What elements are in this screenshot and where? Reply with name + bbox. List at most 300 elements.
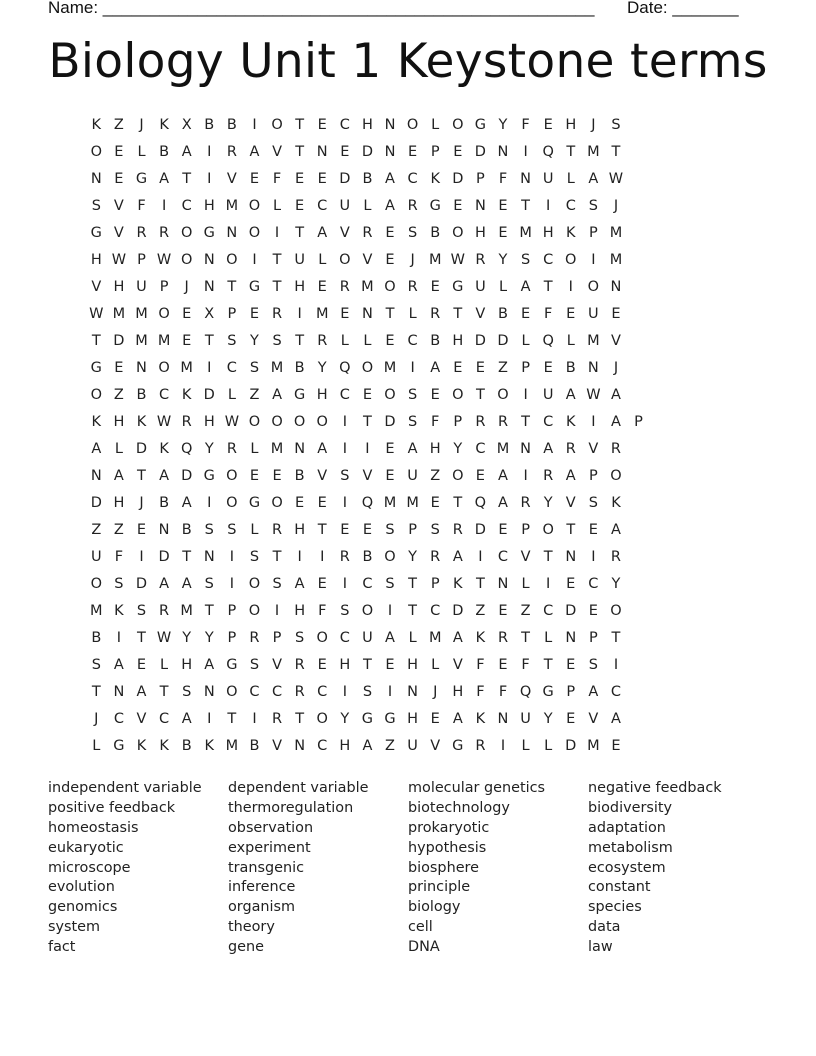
grid-letter: D (565, 603, 577, 619)
grid-letter: T (91, 684, 101, 700)
grid-letter: H (113, 279, 125, 295)
grid-letter: C (543, 603, 554, 619)
grid-row (85, 114, 650, 141)
grid-letter: G (226, 657, 238, 673)
grid-letter: R (226, 441, 237, 457)
grid-row (85, 168, 650, 195)
grid-letter: C (317, 684, 328, 700)
grid-letter: E (385, 468, 395, 484)
grid-letter: U (294, 252, 305, 268)
grid-letter: M (428, 252, 442, 268)
grid-letter: V (452, 657, 463, 673)
grid-letter: N (497, 711, 509, 727)
grid-letter: G (429, 198, 441, 214)
grid-letter: L (498, 279, 508, 295)
grid-letter: O (316, 630, 328, 646)
grid-letter: N (203, 684, 215, 700)
grid-letter: Z (498, 360, 508, 376)
word-list-item: thermoregulation (228, 799, 354, 816)
grid-letter: B (294, 360, 305, 376)
grid-letter: O (180, 252, 193, 268)
grid-letter: E (498, 225, 508, 241)
grid-letter: N (565, 630, 577, 646)
grid-letter: I (320, 549, 325, 565)
grid-letter: N (113, 684, 125, 700)
grid-letter: S (249, 360, 260, 376)
grid-letter: H (361, 117, 373, 133)
grid-letter: D (452, 603, 464, 619)
grid-letter: F (521, 657, 530, 673)
grid-letter: A (610, 522, 621, 538)
grid-letter: L (521, 576, 530, 592)
grid-letter: T (385, 306, 395, 322)
grid-letter: L (408, 306, 417, 322)
word-list-item: biotechnology (408, 799, 510, 816)
grid-letter: I (297, 306, 302, 322)
grid-letter: E (430, 387, 440, 403)
grid-letter: L (227, 387, 236, 403)
grid-letter: E (272, 468, 282, 484)
grid-letter: C (339, 117, 350, 133)
grid-letter: Z (249, 387, 260, 403)
grid-letter: R (294, 684, 305, 700)
grid-letter: E (498, 657, 508, 673)
grid-letter: M (587, 738, 600, 754)
grid-letter: E (385, 657, 395, 673)
word-list-item: observation (228, 819, 314, 836)
grid-letter: C (181, 198, 192, 214)
grid-letter: L (431, 117, 440, 133)
grid-letter: N (407, 684, 419, 700)
grid-letter: N (384, 144, 396, 160)
grid-letter: M (90, 603, 103, 619)
grid-letter: P (634, 414, 643, 430)
grid-letter: E (340, 522, 350, 538)
grid-row (85, 708, 650, 735)
grid-letter: M (270, 441, 284, 457)
grid-letter: T (137, 468, 146, 484)
grid-letter: R (543, 468, 554, 484)
grid-letter: R (272, 711, 283, 727)
grid-letter: A (565, 387, 576, 403)
grid-letter: N (497, 576, 509, 592)
grid-row (85, 465, 650, 492)
grid-letter: H (90, 252, 102, 268)
grid-letter: E (385, 252, 395, 268)
grid-letter: I (546, 576, 551, 592)
grid-letter: E (453, 360, 463, 376)
grid-letter: F (272, 171, 282, 187)
grid-letter: L (566, 333, 575, 349)
grid-letter: Y (182, 630, 192, 646)
grid-letter: G (135, 171, 148, 187)
grid-letter: K (475, 630, 486, 646)
grid-letter: B (181, 738, 192, 754)
grid-letter: I (568, 279, 573, 295)
grid-letter: H (294, 522, 306, 538)
grid-letter: U (475, 279, 486, 295)
grid-letter: W (586, 387, 601, 403)
grid-letter: S (272, 576, 282, 592)
grid-letter: Z (113, 522, 124, 538)
grid-letter: J (139, 117, 144, 133)
grid-letter: T (543, 657, 553, 673)
grid-letter: A (452, 549, 463, 565)
grid-letter: O (248, 225, 261, 241)
grid-letter: H (316, 387, 328, 403)
grid-letter: E (249, 171, 260, 187)
grid-letter: E (475, 468, 485, 484)
grid-letter: E (362, 387, 372, 403)
word-list-item: species (588, 899, 642, 916)
grid-letter: I (116, 630, 122, 646)
grid-letter: R (294, 657, 305, 673)
grid-letter: E (317, 657, 327, 673)
grid-letter: D (474, 144, 486, 160)
grid-letter: J (613, 198, 619, 214)
grid-letter: V (113, 198, 124, 214)
grid-letter: G (384, 711, 396, 727)
grid-letter: L (363, 198, 372, 214)
grid-letter: L (340, 333, 349, 349)
grid-letter: M (609, 252, 623, 268)
grid-letter: O (452, 117, 464, 133)
grid-letter: N (136, 360, 147, 376)
grid-letter: R (136, 225, 147, 241)
grid-letter: K (475, 711, 486, 727)
grid-letter: H (452, 684, 464, 700)
grid-letter: C (430, 603, 441, 619)
grid-letter: P (159, 279, 169, 295)
grid-letter: E (408, 144, 418, 160)
grid-letter: M (383, 495, 397, 511)
grid-letter: I (207, 711, 212, 727)
grid-letter: G (203, 225, 215, 241)
grid-letter: T (408, 576, 418, 592)
grid-letter: O (316, 711, 328, 727)
grid-letter: M (496, 441, 510, 457)
grid-letter: A (407, 441, 418, 457)
grid-letter: W (156, 252, 172, 268)
grid-letter: O (339, 252, 351, 268)
grid-letter: O (271, 414, 283, 430)
grid-row (85, 141, 650, 168)
grid-letter: K (136, 414, 147, 430)
grid-letter: I (252, 711, 257, 727)
grid-letter: A (272, 387, 282, 403)
grid-letter: V (272, 738, 282, 754)
grid-letter: D (384, 414, 396, 430)
grid-letter: Z (113, 117, 124, 133)
grid-letter: K (566, 414, 576, 430)
grid-letter: J (433, 684, 438, 700)
page-title: Biology Unit 1 Keystone terms (48, 34, 768, 89)
grid-letter: G (248, 495, 261, 511)
grid-letter: U (588, 306, 599, 322)
grid-letter: H (339, 657, 351, 673)
word-list-item: inference (228, 879, 296, 896)
grid-letter: L (318, 252, 327, 268)
grid-letter: V (430, 738, 441, 754)
grid-letter: D (361, 144, 373, 160)
word-list-item: principle (408, 879, 471, 896)
grid-letter: V (362, 468, 373, 484)
grid-letter: I (342, 414, 347, 430)
grid-letter: P (521, 360, 530, 376)
grid-letter: H (113, 414, 125, 430)
grid-letter: C (339, 630, 350, 646)
grid-letter: T (408, 603, 418, 619)
grid-letter: Z (91, 522, 102, 538)
grid-letter: C (271, 684, 283, 700)
grid-letter: G (203, 468, 215, 484)
grid-letter: E (543, 117, 553, 133)
grid-letter: V (272, 657, 282, 673)
grid-letter: N (158, 522, 170, 538)
grid-letter: I (342, 495, 347, 511)
grid-letter: E (295, 495, 305, 511)
grid-letter: E (566, 711, 576, 727)
grid-letter: K (91, 117, 102, 133)
grid-letter: O (497, 387, 509, 403)
grid-letter: I (207, 144, 212, 160)
grid-letter: E (340, 144, 350, 160)
grid-letter: R (226, 144, 237, 160)
grid-letter: Q (542, 144, 554, 160)
grid-letter: L (250, 441, 259, 457)
grid-letter: T (204, 603, 214, 619)
grid-letter: R (497, 630, 509, 646)
grid-letter: Y (408, 549, 418, 565)
grid-letter: H (407, 657, 419, 673)
grid-letter: T (521, 198, 530, 214)
grid-letter: C (362, 576, 373, 592)
grid-letter: A (317, 225, 328, 241)
grid-letter: U (90, 549, 102, 565)
grid-letter: S (362, 684, 373, 700)
grid-letter: O (384, 549, 396, 565)
grid-letter: C (565, 198, 576, 214)
grid-letter: P (521, 522, 530, 538)
grid-letter: U (362, 630, 373, 646)
grid-letter: J (94, 711, 99, 727)
word-list-item: experiment (228, 839, 311, 856)
grid-letter: M (112, 306, 126, 322)
grid-letter: R (317, 333, 328, 349)
grid-letter: X (181, 117, 192, 133)
grid-letter: I (274, 603, 280, 619)
grid-letter: G (542, 684, 554, 700)
grid-letter: F (498, 684, 508, 700)
grid-letter: Y (498, 252, 508, 268)
grid-letter: A (113, 468, 124, 484)
grid-letter: E (340, 306, 350, 322)
grid-letter: O (452, 468, 464, 484)
grid-letter: G (452, 279, 464, 295)
grid-letter: A (362, 738, 373, 754)
grid-letter: O (361, 603, 374, 619)
grid-letter: O (361, 360, 374, 376)
grid-letter: G (452, 738, 464, 754)
grid-letter: T (295, 711, 305, 727)
grid-letter: K (136, 738, 147, 754)
grid-letter: M (225, 198, 239, 214)
grid-letter: I (591, 549, 596, 565)
grid-letter: C (317, 198, 328, 214)
grid-letter: T (204, 333, 214, 349)
grid-letter: A (159, 468, 170, 484)
grid-letter: O (248, 414, 261, 430)
grid-letter: I (229, 549, 234, 565)
grid-letter: D (113, 333, 125, 349)
word-list-item: constant (588, 879, 651, 896)
word-list-item: evolution (48, 879, 115, 896)
word-list-item: dependent variable (228, 780, 369, 796)
grid-letter: T (295, 144, 305, 160)
grid-letter: Y (543, 495, 553, 511)
grid-letter: A (610, 414, 621, 430)
grid-letter: P (453, 414, 463, 430)
grid-letter: W (89, 306, 104, 322)
grid-letter: N (587, 360, 599, 376)
grid-letter: C (543, 252, 554, 268)
grid-letter: L (137, 144, 146, 160)
grid-letter: I (274, 225, 280, 241)
grid-letter: M (180, 603, 193, 619)
grid-letter: G (90, 225, 102, 241)
grid-letter: Q (361, 495, 374, 511)
grid-letter: G (361, 711, 374, 727)
grid-letter: S (340, 468, 350, 484)
grid-letter: V (317, 468, 328, 484)
grid-letter: S (588, 657, 598, 673)
grid-letter: A (249, 144, 260, 160)
grid-letter: E (566, 576, 576, 592)
grid-letter: E (317, 495, 327, 511)
grid-letter: D (135, 441, 148, 457)
grid-letter: V (588, 441, 599, 457)
grid-letter: V (475, 306, 486, 322)
word-list-item: biology (408, 899, 461, 916)
grid-letter: G (474, 117, 487, 133)
word-list-item: eukaryotic (48, 839, 124, 856)
word-list-item: ecosystem (588, 859, 666, 876)
grid-letter: R (475, 738, 486, 754)
grid-letter: C (475, 441, 486, 457)
grid-letter: R (430, 306, 441, 322)
grid-letter: O (565, 252, 577, 268)
grid-letter: E (136, 657, 147, 673)
grid-letter: R (610, 549, 621, 565)
grid-letter: A (385, 630, 395, 646)
grid-letter: I (410, 360, 415, 376)
grid-letter: A (385, 198, 395, 214)
grid-letter: E (498, 603, 508, 619)
word-list-item: homeostasis (48, 819, 139, 836)
grid-letter: W (156, 630, 172, 646)
grid-letter: A (317, 441, 328, 457)
grid-letter: A (610, 711, 621, 727)
grid-letter: Q (339, 360, 351, 376)
grid-letter: S (588, 495, 598, 511)
grid-letter: R (159, 603, 170, 619)
grid-letter: Y (317, 360, 327, 376)
grid-letter: I (591, 252, 596, 268)
grid-letter: X (204, 306, 215, 322)
grid-letter: E (385, 333, 395, 349)
grid-letter: I (207, 171, 212, 187)
word-list-item: system (48, 919, 101, 936)
grid-letter: B (498, 306, 508, 322)
grid-letter: A (113, 657, 124, 673)
grid-letter: I (342, 441, 347, 457)
grid-row (85, 519, 650, 546)
grid-letter: D (497, 333, 509, 349)
grid-letter: T (521, 414, 530, 430)
grid-letter: P (137, 252, 146, 268)
grid-letter: J (410, 252, 415, 268)
grid-letter: P (588, 468, 598, 484)
grid-letter: L (363, 333, 372, 349)
grid-row (85, 627, 650, 654)
grid-letter: E (385, 441, 395, 457)
grid-letter: T (317, 522, 327, 538)
grid-letter: T (362, 414, 372, 430)
grid-row (85, 438, 650, 465)
grid-letter: O (610, 603, 622, 619)
grid-letter: M (270, 360, 284, 376)
grid-letter: M (428, 630, 442, 646)
grid-letter: E (453, 198, 463, 214)
grid-letter: L (250, 522, 259, 538)
grid-letter: O (271, 495, 283, 511)
grid-letter: C (543, 414, 554, 430)
grid-letter: O (158, 360, 170, 376)
grid-letter: W (224, 414, 240, 430)
grid-letter: L (431, 657, 440, 673)
grid-letter: T (182, 171, 192, 187)
grid-letter: O (587, 279, 600, 295)
grid-letter: O (384, 279, 396, 295)
worksheet-header (48, 0, 748, 20)
grid-letter: E (611, 738, 621, 754)
grid-letter: R (430, 549, 441, 565)
grid-letter: N (294, 441, 306, 457)
grid-letter: R (497, 414, 509, 430)
grid-letter: E (182, 306, 192, 322)
grid-letter: I (161, 198, 167, 214)
grid-letter: K (566, 225, 576, 241)
grid-row (85, 411, 650, 438)
grid-letter: E (114, 144, 124, 160)
grid-letter: H (294, 603, 306, 619)
grid-letter: A (204, 657, 215, 673)
grid-letter: M (587, 333, 600, 349)
grid-letter: M (225, 738, 239, 754)
grid-letter: B (430, 333, 441, 349)
grid-letter: T (272, 279, 282, 295)
grid-letter: R (452, 522, 463, 538)
grid-letter: S (430, 522, 440, 538)
grid-letter: I (500, 738, 506, 754)
grid-letter: Y (611, 576, 621, 592)
grid-letter: M (315, 306, 329, 322)
grid-letter: T (543, 549, 553, 565)
grid-letter: A (543, 441, 554, 457)
grid-letter: C (159, 387, 170, 403)
grid-letter: L (544, 738, 553, 754)
grid-row (85, 600, 650, 627)
